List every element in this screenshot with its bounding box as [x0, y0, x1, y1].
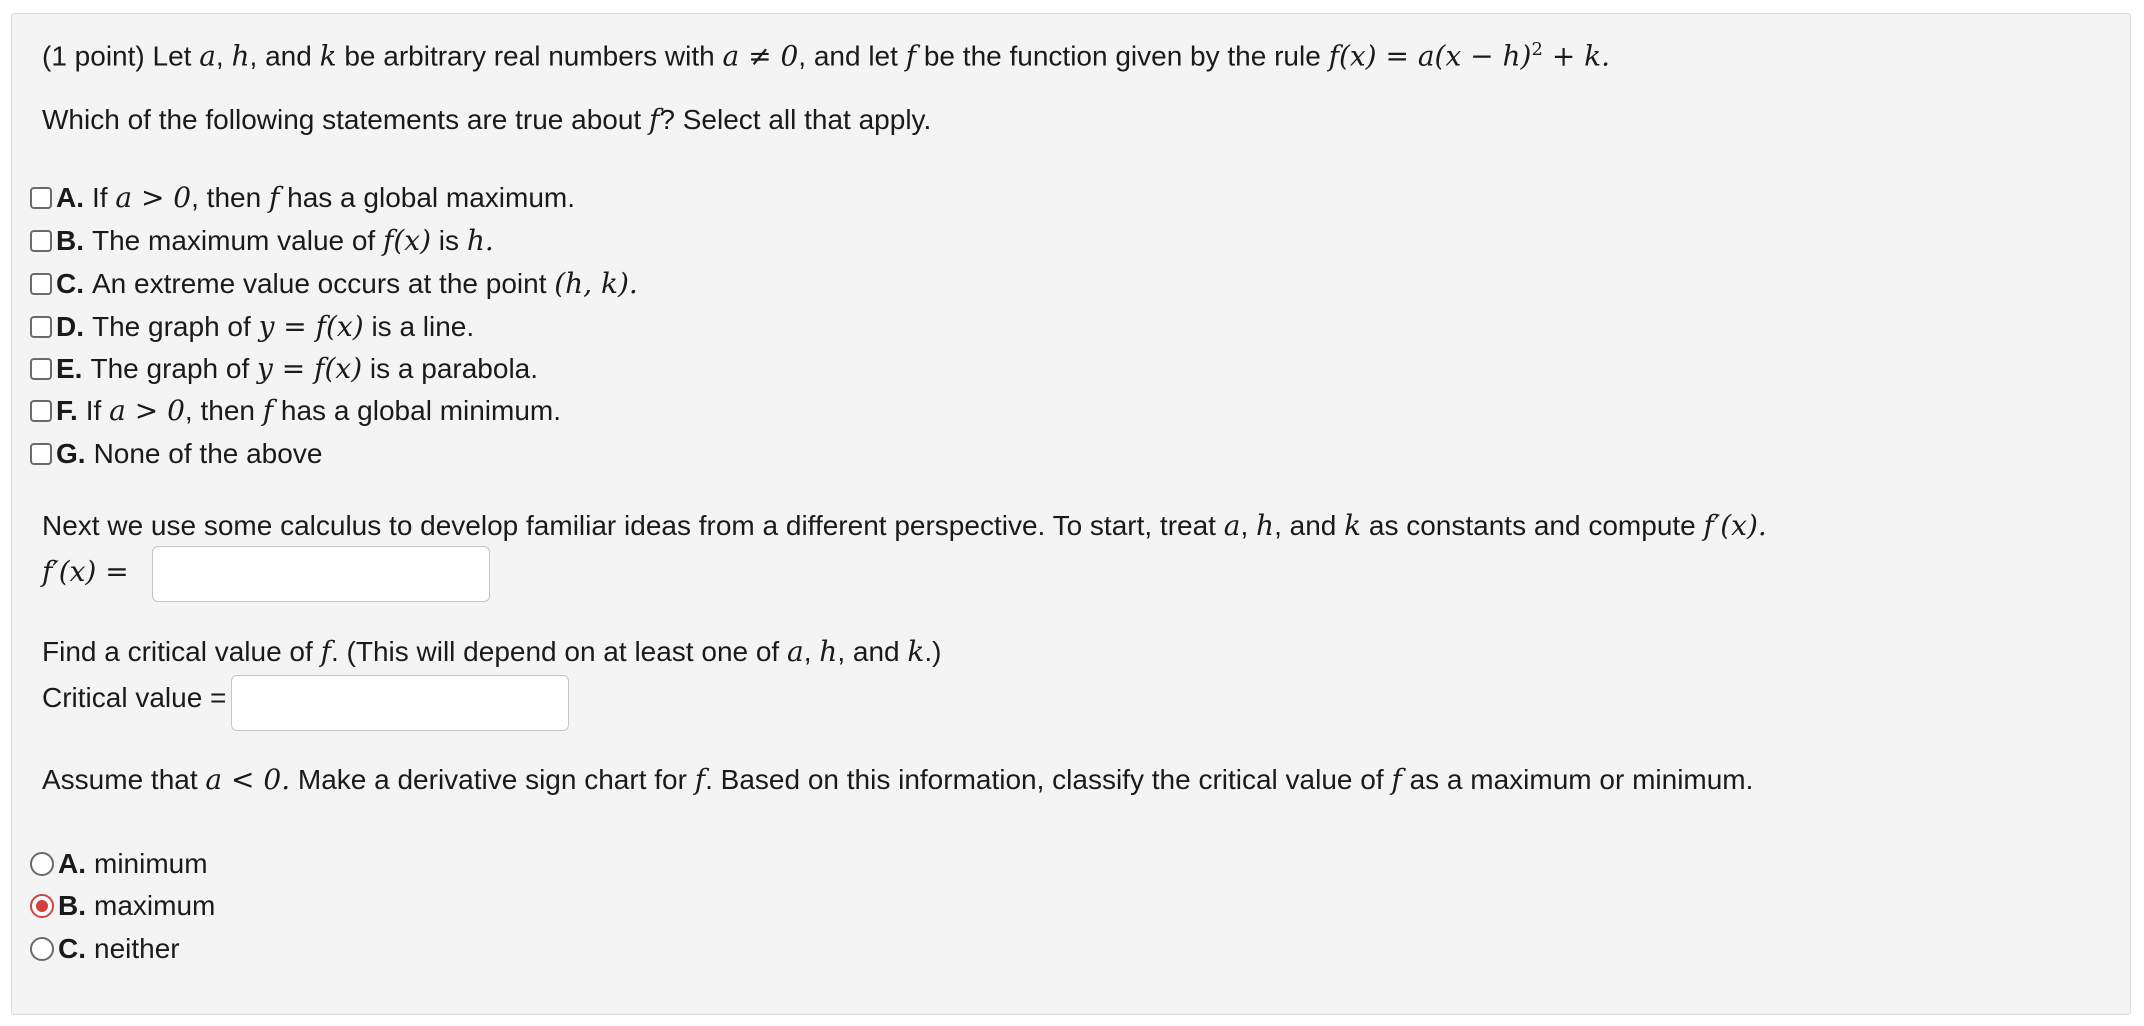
option-text: minimum [94, 848, 208, 879]
math-var: k [319, 39, 337, 73]
checkbox-option-g[interactable] [30, 436, 322, 472]
checkbox[interactable] [30, 358, 52, 380]
option-math: f [268, 181, 280, 214]
option-math: (h, k). [554, 267, 638, 300]
points-label: (1 point) [42, 40, 145, 72]
math-rule: f(x) = a(x − h) [1328, 39, 1532, 73]
question-text [42, 102, 931, 138]
derivative-answer-input[interactable] [152, 546, 490, 602]
math-var: a [1223, 509, 1241, 542]
statement-text: and [1289, 510, 1337, 541]
statement-text: Let [152, 40, 192, 72]
derivative-label [42, 554, 129, 590]
math-var: h [231, 39, 250, 73]
option-letter: B. [56, 225, 84, 256]
radio-option-neither[interactable] [30, 931, 180, 967]
instruction-text: . (This will depend on at least one of [330, 636, 780, 667]
checkbox-option-b[interactable] [30, 223, 494, 259]
option-math: a > 0 [109, 394, 185, 427]
statement-text: and [265, 40, 312, 72]
option-text: is [438, 225, 460, 256]
option-letter: D. [56, 311, 84, 342]
statement-text: be arbitrary real numbers with [344, 40, 715, 72]
statement-text: , [249, 40, 258, 72]
math-var: f [905, 39, 917, 73]
math-var: k [907, 635, 925, 668]
option-letter: E. [56, 353, 83, 384]
checkbox[interactable] [30, 187, 52, 209]
option-text: maximum [94, 890, 216, 921]
statement-text: , [837, 636, 846, 667]
option-text: , then [191, 182, 262, 213]
instruction-text: Find a critical value of [42, 636, 313, 667]
option-math: f(x) [383, 224, 432, 257]
math-condition: a < 0. [205, 763, 291, 796]
checkbox-option-c[interactable] [30, 266, 638, 302]
critical-label [42, 680, 226, 716]
option-text: neither [94, 933, 180, 964]
checkbox[interactable] [30, 400, 52, 422]
problem-panel [11, 13, 2131, 1015]
option-text: None of the above [93, 438, 323, 469]
derivative-label-text: f′(x) = [42, 555, 129, 588]
math-exponent: 2 [1531, 39, 1543, 60]
math-var: f [649, 103, 660, 136]
instruction-text: as a maximum or minimum. [1409, 764, 1754, 795]
option-text: If [85, 395, 102, 426]
radio-option-maximum[interactable] [30, 888, 215, 924]
checkbox-option-d[interactable] [30, 309, 474, 345]
instruction-text: as constants and compute [1368, 510, 1696, 541]
option-letter: C. [56, 268, 84, 299]
math-var: a [787, 635, 804, 668]
option-letter: A. [58, 848, 86, 879]
checkbox-option-a[interactable] [30, 180, 575, 216]
option-letter: C. [58, 933, 86, 964]
option-math: f [262, 394, 274, 427]
checkbox-option-f[interactable] [30, 393, 561, 429]
option-letter: G. [56, 438, 86, 469]
checkbox[interactable] [30, 443, 52, 465]
math-condition: a ≠ 0 [722, 39, 799, 73]
statement-text: , [1240, 510, 1249, 541]
instruction-text: Assume that [42, 764, 198, 795]
option-text: The maximum value of [92, 225, 376, 256]
checkbox[interactable] [30, 316, 52, 338]
math-rule-tail: + k. [1542, 39, 1611, 73]
option-letter: F. [56, 395, 78, 426]
radio-button-selected[interactable] [30, 894, 54, 918]
statement-text: , [803, 636, 812, 667]
statement-text: and [852, 636, 900, 667]
option-letter: A. [56, 182, 84, 213]
math-var: f [694, 763, 706, 796]
checkbox[interactable] [30, 230, 52, 252]
radio-option-minimum[interactable] [30, 846, 208, 882]
problem-statement [42, 32, 1610, 74]
radio-button[interactable] [30, 852, 54, 876]
statement-text: , [1274, 510, 1282, 541]
instruction-text: .) [924, 636, 942, 667]
option-text: has a global maximum. [287, 182, 576, 213]
radio-button[interactable] [30, 937, 54, 961]
option-text: If [92, 182, 108, 213]
option-text: , then [184, 395, 255, 426]
option-letter: B. [58, 890, 86, 921]
question-text-b: ? Select all that apply. [659, 104, 932, 135]
option-text: The graph of [90, 353, 250, 384]
critical-label-text: Critical value = [42, 682, 227, 713]
math-var: h [819, 635, 838, 668]
math-var: k [1344, 509, 1362, 542]
question-text-a: Which of the following statements are true about [42, 104, 642, 135]
math-var: f [1391, 763, 1402, 796]
option-text: is a line. [371, 311, 475, 342]
instruction-text: . Based on this information, classify the critical value of [705, 764, 1384, 795]
math-var: f [320, 635, 331, 668]
checkbox[interactable] [30, 273, 52, 295]
math-var: h [1256, 509, 1275, 542]
math-var: a [199, 39, 216, 73]
derivative-instructions [42, 508, 1767, 544]
critical-instructions [42, 634, 941, 670]
statement-text: , [215, 40, 224, 72]
option-math: h. [466, 224, 494, 257]
instruction-text: Next we use some calculus to develop familiar ideas from a different perspective. To start, treat [42, 510, 1216, 541]
option-text: has a global minimum. [280, 395, 562, 426]
critical-value-input[interactable] [231, 675, 569, 731]
option-text: An extreme value occurs at the point [92, 268, 547, 299]
statement-text: , and let [798, 40, 898, 72]
checkbox-option-e[interactable] [30, 351, 538, 387]
statement-text: be the function given by the rule [923, 40, 1321, 72]
math-derivative: f′(x). [1703, 509, 1767, 542]
option-text: The graph of [92, 311, 251, 342]
classify-instructions [42, 762, 1753, 798]
option-math: a > 0 [115, 181, 192, 214]
option-text: is a parabola. [369, 353, 539, 384]
instruction-text: Make a derivative sign chart for [297, 764, 687, 795]
option-math: y = f(x) [257, 352, 363, 385]
option-math: y = f(x) [258, 310, 364, 343]
